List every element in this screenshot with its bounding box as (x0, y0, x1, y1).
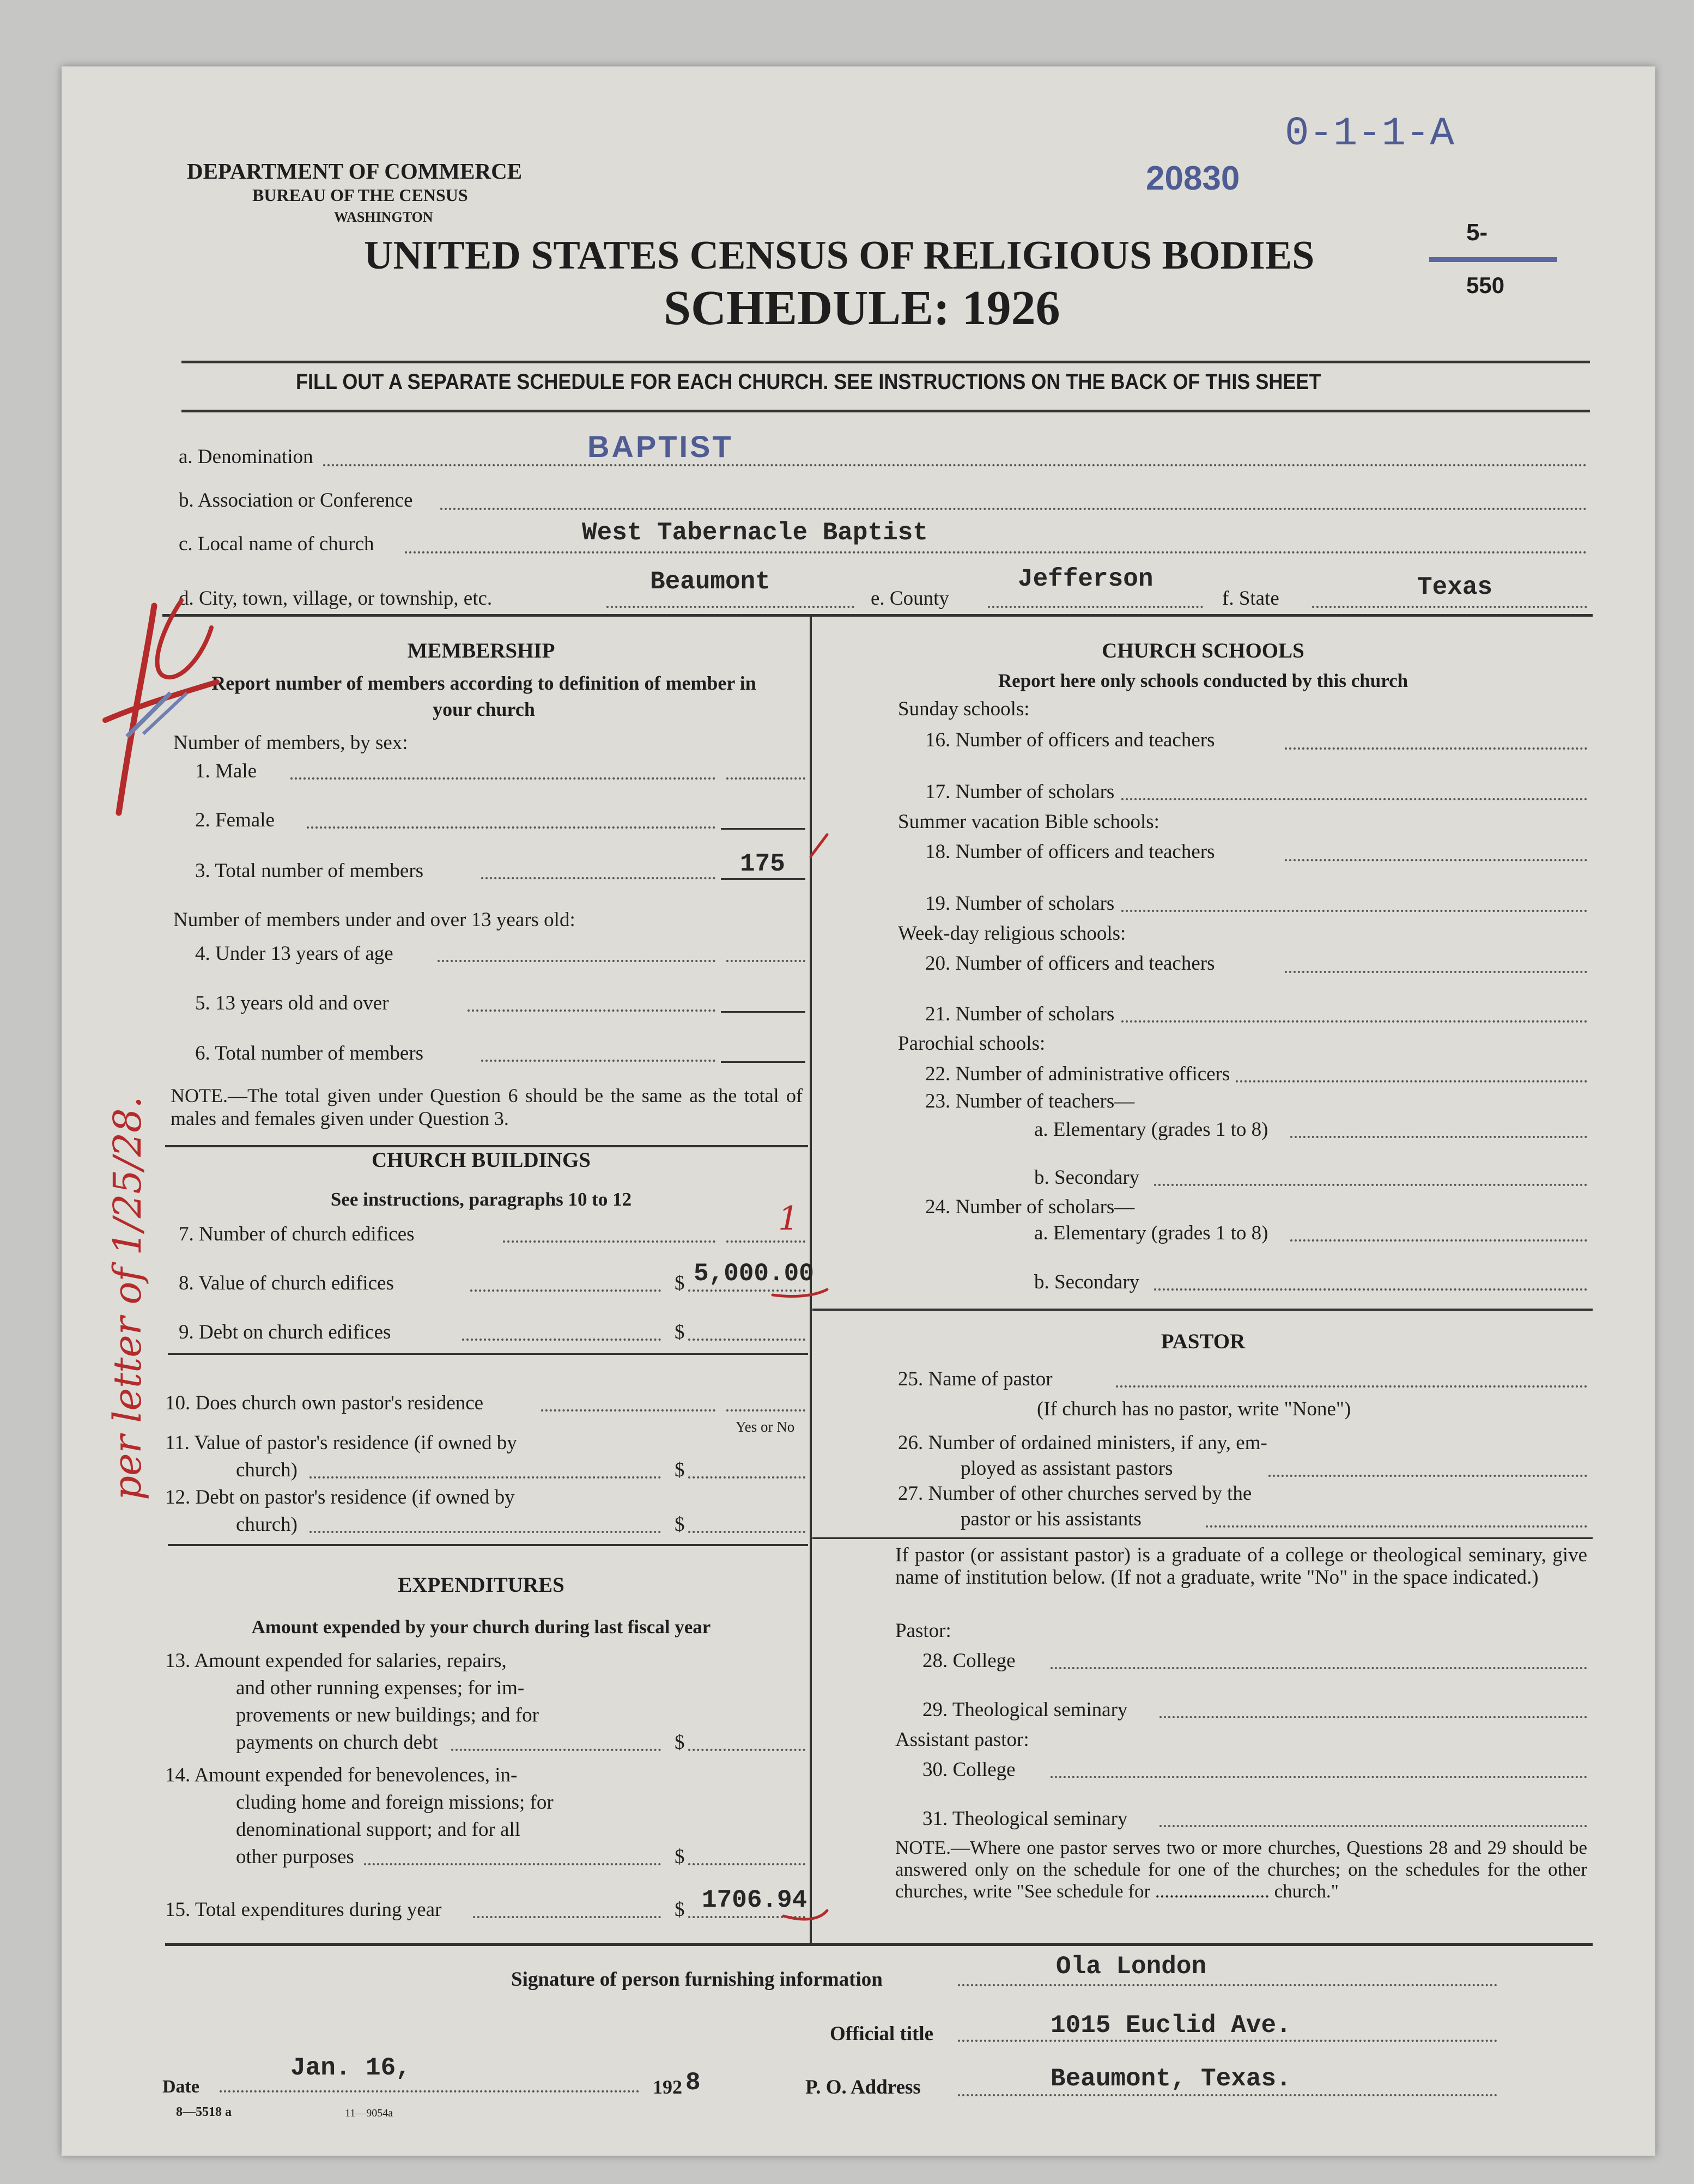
q13-line4: payments on church debt (236, 1731, 438, 1754)
bureau-name: BUREAU OF THE CENSUS (252, 185, 468, 205)
q8-value-amount: 5,000.00 (694, 1260, 814, 1288)
q26-field[interactable] (1268, 1475, 1587, 1477)
pastor-heading: PASTOR (1161, 1330, 1246, 1353)
q25-label: 25. Name of pastor (898, 1368, 1053, 1390)
schools-heading: CHURCH SCHOOLS (1102, 639, 1304, 662)
q30-label: 30. College (922, 1759, 1016, 1781)
q23b-field[interactable] (1154, 1184, 1587, 1186)
q31-seminary-field[interactable] (1159, 1825, 1587, 1827)
q7-edifices-value: 1 (778, 1200, 799, 1238)
side-code-rule (1429, 257, 1557, 262)
q29-seminary-field[interactable] (1159, 1716, 1587, 1718)
q24b-label: b. Secondary (1034, 1271, 1140, 1293)
q13-dollar: $ (675, 1731, 685, 1754)
q29-label: 29. Theological seminary (922, 1699, 1128, 1721)
header-rule-bottom (181, 410, 1590, 412)
official-title-value: 1015 Euclid Ave. (1051, 2011, 1291, 2040)
q7-edifices-field[interactable] (726, 1240, 805, 1243)
q14-line1: 14. Amount expended for benevolences, in- (165, 1764, 518, 1786)
q28-label: 28. College (922, 1650, 1016, 1672)
q14-amount-field[interactable] (688, 1863, 805, 1865)
red-underline-q15 (781, 1905, 830, 1927)
q18-field[interactable] (1285, 859, 1587, 861)
q8-leader (470, 1289, 661, 1292)
church-name-value: West Tabernacle Baptist (582, 519, 928, 547)
weekday-schools-label: Week-day religious schools: (898, 922, 1126, 945)
q6-total-label: 6. Total number of members (195, 1042, 424, 1064)
buildings-rule (168, 1544, 808, 1546)
q2-female-label: 2. Female (195, 809, 275, 831)
q19-field[interactable] (1121, 910, 1587, 912)
q11-label-line1: 11. Value of pastor's residence (if owned by (165, 1432, 517, 1454)
q12-leader (309, 1531, 661, 1533)
po-address-value: Beaumont, Texas. (1051, 2065, 1291, 2093)
schedule-title: SCHEDULE: 1926 (664, 281, 1060, 335)
city-field[interactable] (606, 606, 854, 608)
buildings-heading: CHURCH BUILDINGS (372, 1148, 591, 1172)
q9-leader (462, 1339, 661, 1341)
q14-line4: other purposes (236, 1846, 354, 1868)
q10-leader (541, 1409, 715, 1412)
q15-total-label: 15. Total expenditures during year (165, 1899, 442, 1921)
q13-line2: and other running expenses; for im- (236, 1677, 525, 1699)
side-code-bottom: 550 (1466, 272, 1505, 298)
county-label: e. County (871, 587, 949, 610)
q2-leader (307, 826, 715, 829)
side-code-top: 5- (1466, 219, 1488, 246)
file-code-stamp: 0-1-1-A (1285, 111, 1454, 157)
po-address-field[interactable] (958, 2094, 1497, 2096)
vacation-schools-label: Summer vacation Bible schools: (898, 811, 1159, 833)
q15-dollar: $ (675, 1899, 685, 1921)
red-tick-q3 (805, 829, 838, 862)
red-pencil-check-mark (94, 595, 225, 824)
q5-leader (467, 1009, 715, 1012)
q4-under13-label: 4. Under 13 years of age (195, 942, 393, 965)
q22-label: 22. Number of administrative officers (925, 1063, 1230, 1085)
membership-rule (165, 1145, 808, 1147)
q15-leader (473, 1916, 661, 1918)
members-by-age-label: Number of members under and over 13 years old: (173, 909, 575, 931)
year-prefix: 192 (653, 2076, 682, 2098)
q24a-label: a. Elementary (grades 1 to 8) (1034, 1222, 1268, 1244)
church-name-field[interactable] (405, 551, 1587, 553)
q1-leader (290, 777, 715, 780)
membership-note: NOTE.—The total given under Question 6 should be the same as the total of males and females given under Question 3. (171, 1085, 803, 1129)
q11-label-line2: church) (236, 1459, 297, 1481)
association-label: b. Association or Conference (179, 489, 413, 512)
buildings-intro: See instructions, paragraphs 10 to 12 (330, 1189, 632, 1210)
expenditures-intro: Amount expended by your church during last fiscal year (251, 1616, 711, 1638)
state-value: Texas (1417, 573, 1493, 601)
q12-label-line1: 12. Debt on pastor's residence (if owned by (165, 1486, 515, 1508)
q24a-field[interactable] (1290, 1239, 1587, 1242)
q9-rule (168, 1353, 808, 1355)
q3-total-field[interactable] (721, 878, 805, 880)
q13-amount-field[interactable] (688, 1749, 805, 1751)
q5-over13-label: 5. 13 years old and over (195, 992, 389, 1014)
q6-total-field[interactable] (721, 1061, 805, 1063)
q25-hint: (If church has no pastor, write "None") (1037, 1398, 1351, 1420)
q17-field[interactable] (1121, 798, 1587, 800)
q22-field[interactable] (1236, 1080, 1587, 1082)
q30-college-field[interactable] (1051, 1776, 1587, 1778)
signature-field[interactable] (958, 1984, 1497, 1986)
footer-rule (165, 1943, 1593, 1946)
id-rule (162, 614, 1593, 617)
q27-line1: 27. Number of other churches served by the (898, 1482, 1252, 1505)
q19-label: 19. Number of scholars (925, 892, 1115, 915)
serial-number-stamp: 20830 (1146, 160, 1240, 197)
q28-college-field[interactable] (1051, 1667, 1587, 1669)
q4-leader (438, 960, 715, 962)
year-suffix-value: 8 (685, 2069, 701, 2097)
q20-label: 20. Number of officers and teachers (925, 952, 1215, 975)
q16-label: 16. Number of officers and teachers (925, 729, 1215, 751)
q4-under13-field[interactable] (726, 960, 805, 962)
association-field[interactable] (440, 508, 1587, 510)
department-name: DEPARTMENT OF COMMERCE (187, 159, 523, 184)
q11-dollar: $ (675, 1459, 685, 1481)
q15-total-value: 1706.94 (702, 1886, 807, 1914)
q23a-label: a. Elementary (grades 1 to 8) (1034, 1118, 1268, 1141)
q11-value-field[interactable] (688, 1476, 805, 1479)
q14-dollar: $ (675, 1846, 685, 1868)
q31-label: 31. Theological seminary (922, 1808, 1128, 1830)
q25-pastor-name-field[interactable] (1116, 1385, 1587, 1388)
city-value: Beaumont (650, 568, 770, 596)
q23b-label: b. Secondary (1034, 1166, 1140, 1189)
q14-line2: cluding home and foreign missions; for (236, 1791, 554, 1814)
q1-male-field[interactable] (726, 777, 805, 780)
denomination-field[interactable] (323, 464, 1587, 466)
q3-leader (481, 877, 715, 879)
q13-line1: 13. Amount expended for salaries, repairs, (165, 1650, 507, 1672)
q5-over13-field[interactable] (721, 1011, 805, 1013)
denomination-value: BAPTIST (587, 429, 733, 464)
q12-dollar: $ (675, 1513, 685, 1536)
parochial-schools-label: Parochial schools: (898, 1032, 1046, 1055)
q20-field[interactable] (1285, 971, 1587, 973)
q7-edifices-label: 7. Number of church edifices (179, 1223, 415, 1245)
state-label: f. State (1222, 587, 1279, 610)
q27-line2: pastor or his assistants (961, 1508, 1142, 1530)
date-label: Date (162, 2077, 199, 2097)
q7-leader (503, 1240, 715, 1243)
po-address-label: P. O. Address (805, 2076, 921, 2098)
q13-leader (451, 1749, 661, 1751)
q9-dollar: $ (675, 1321, 685, 1343)
q13-line3: provements or new buildings; and for (236, 1704, 539, 1726)
q10-residence-field[interactable] (726, 1409, 805, 1412)
q21-field[interactable] (1121, 1020, 1587, 1023)
county-value: Jefferson (1018, 565, 1153, 593)
form-number: 8—5518 a (176, 2105, 232, 2119)
q26-line1: 26. Number of ordained ministers, if any, em- (898, 1432, 1267, 1454)
q9-debt-field[interactable] (688, 1339, 805, 1341)
assistant-subsection-label: Assistant pastor: (895, 1729, 1029, 1751)
county-field[interactable] (988, 606, 1203, 608)
q14-line3: denominational support; and for all (236, 1818, 520, 1841)
state-field[interactable] (1312, 606, 1587, 608)
q17-label: 17. Number of scholars (925, 781, 1115, 803)
q23-label: 23. Number of teachers— (925, 1090, 1135, 1112)
q18-label: 18. Number of officers and teachers (925, 841, 1215, 863)
bureau-city: WASHINGTON (334, 209, 433, 225)
date-value: Jan. 16, (290, 2054, 411, 2082)
denomination-label: a. Denomination (179, 446, 313, 468)
members-by-sex-label: Number of members, by sex: (173, 732, 408, 754)
membership-intro: Report number of members according to definition of member in your church (211, 672, 756, 720)
q16-field[interactable] (1285, 747, 1587, 750)
instructions-banner: FILL OUT A SEPARATE SCHEDULE FOR EACH CHURCH. SEE INSTRUCTIONS ON THE BACK OF THIS SHEET (296, 370, 1321, 394)
church-name-label: c. Local name of church (179, 533, 374, 555)
q8-value-label: 8. Value of church edifices (179, 1272, 394, 1294)
header-rule-top (181, 361, 1590, 363)
q12-label-line2: church) (236, 1513, 297, 1536)
official-title-field[interactable] (958, 2040, 1497, 2042)
q21-label: 21. Number of scholars (925, 1003, 1115, 1025)
membership-heading: MEMBERSHIP (407, 639, 555, 662)
census-form-sheet (62, 66, 1655, 2156)
q6-leader (481, 1060, 715, 1062)
q3-total-label: 3. Total number of members (195, 860, 424, 882)
q1-male-label: 1. Male (195, 760, 257, 782)
city-label: d. City, town, village, or township, etc. (179, 587, 493, 610)
q8-dollar: $ (675, 1272, 685, 1294)
sunday-schools-label: Sunday schools: (898, 698, 1030, 720)
q11-leader (309, 1476, 661, 1479)
q26-line2: ployed as assistant pastors (961, 1457, 1173, 1480)
graduate-intro: If pastor (or assistant pastor) is a graduate of a college or theological seminary, give name of institution below. (If not a graduate, write "No" in the space indicated.) (895, 1544, 1587, 1589)
signature-label: Signature of person furnishing information (511, 1968, 883, 1991)
print-number: 11—9054a (345, 2107, 393, 2119)
q23a-field[interactable] (1290, 1136, 1587, 1138)
pastor-rule (812, 1537, 1593, 1539)
official-title-label: Official title (830, 2023, 934, 2045)
q24-label: 24. Number of scholars— (925, 1196, 1135, 1218)
form-title: UNITED STATES CENSUS OF RELIGIOUS BODIES (364, 233, 1315, 278)
signature-value: Ola London (1056, 1952, 1207, 1981)
q3-total-value: 175 (740, 850, 785, 878)
schools-intro: Report here only schools conducted by this church (998, 670, 1408, 691)
q9-debt-label: 9. Debt on church edifices (179, 1321, 391, 1343)
q2-female-field[interactable] (721, 828, 805, 830)
q24b-field[interactable] (1154, 1288, 1587, 1291)
red-underline-q8 (770, 1281, 830, 1303)
q12-debt-field[interactable] (688, 1531, 805, 1533)
q27-field[interactable] (1206, 1525, 1587, 1528)
pastor-subsection-label: Pastor: (895, 1620, 951, 1642)
expenditures-heading: EXPENDITURES (398, 1573, 564, 1597)
margin-note-per-letter: per letter of 1/25/28. (105, 1096, 150, 1500)
pastor-note: NOTE.—Where one pastor serves two or more churches, Questions 28 and 29 should be answered only on the schedule for one of the churches; on the schedules for the other churches, write "See schedule for ........................ church." (895, 1837, 1587, 1902)
q14-leader (364, 1863, 661, 1865)
schools-rule (812, 1309, 1593, 1311)
yes-no-hint: Yes or No (736, 1419, 795, 1435)
q10-residence-label: 10. Does church own pastor's residence (165, 1392, 484, 1414)
date-field[interactable] (220, 2090, 639, 2092)
